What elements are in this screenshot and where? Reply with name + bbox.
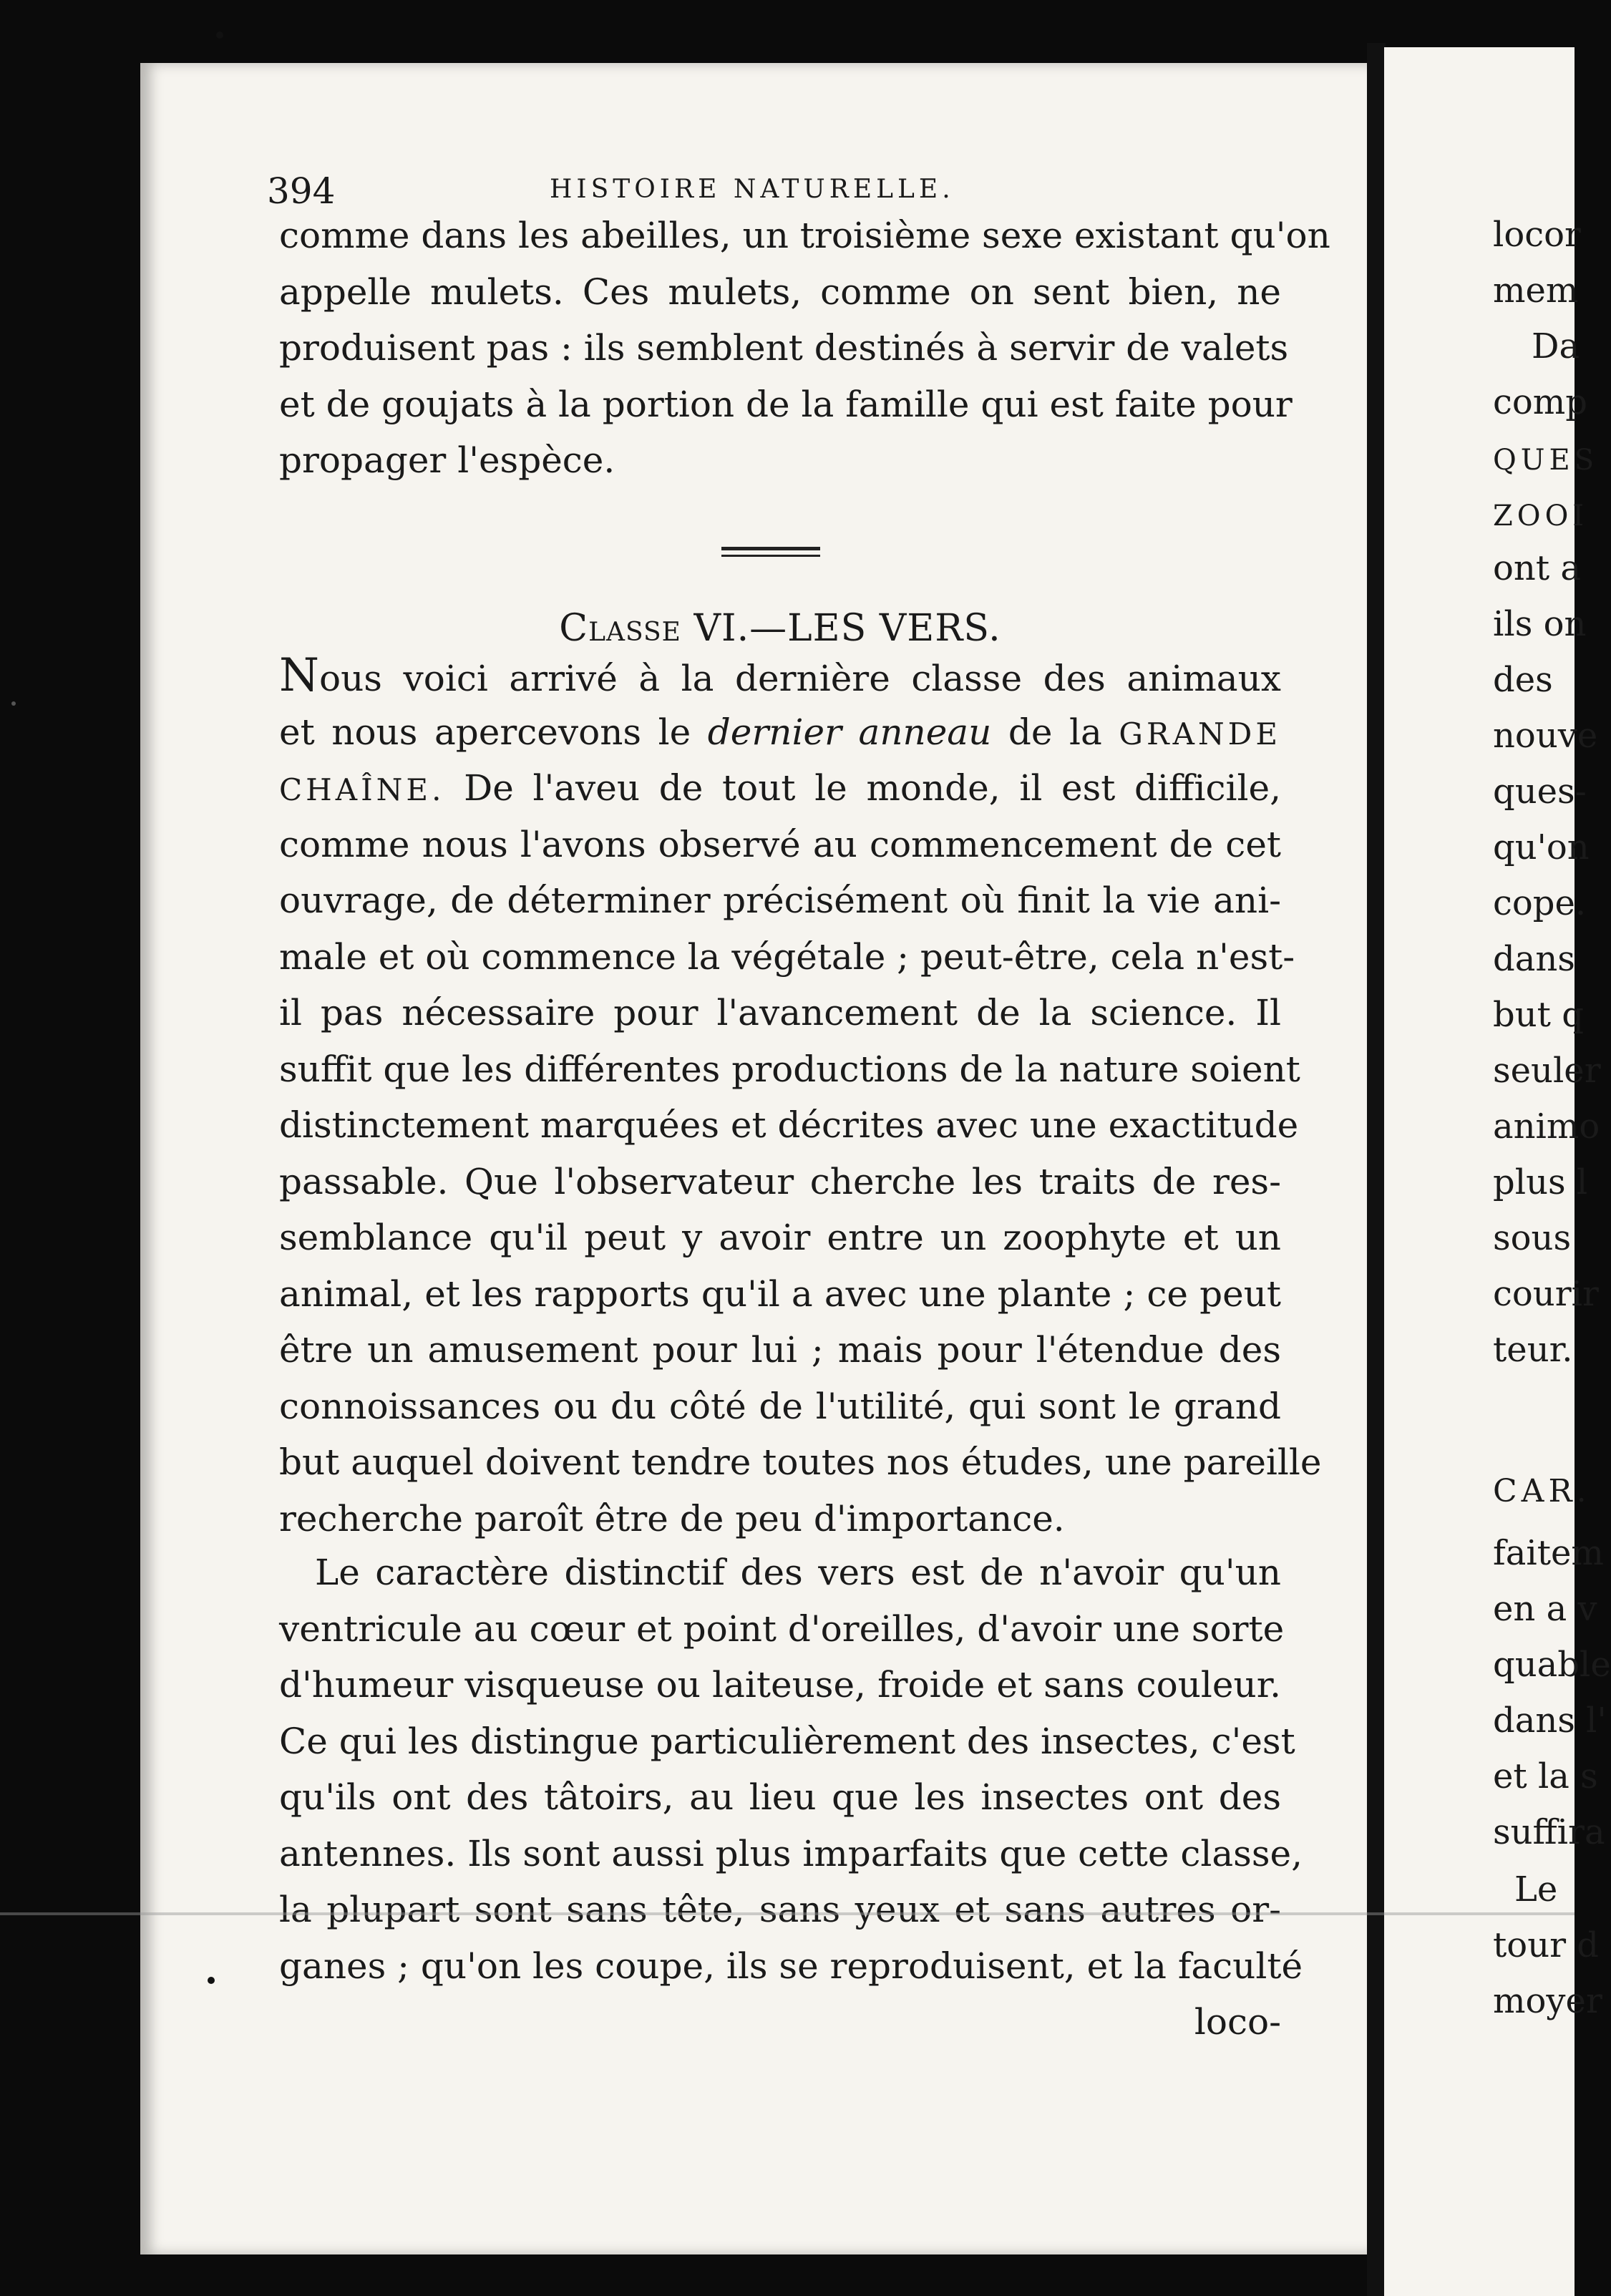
- right-page-fragment: et la s: [1493, 1756, 1598, 1796]
- right-page-fragment: en a v: [1493, 1589, 1597, 1629]
- right-page-fragment: locor: [1493, 215, 1581, 255]
- right-page-fragment: ques-: [1493, 772, 1587, 812]
- right-page-fragment: ils on: [1493, 604, 1587, 644]
- right-page-fragment: qu'on: [1493, 827, 1590, 867]
- text-line: ganes ; qu'on les coupe, ils se reproduisent, et la faculté: [279, 1945, 1303, 1987]
- text-line: comme nous l'avons observé au commencement de cet: [279, 823, 1281, 865]
- right-page-fragment: CAR.: [1493, 1473, 1591, 1509]
- scan-speck: [208, 1977, 215, 1984]
- text-line: [279, 648, 1281, 704]
- rule-line-thin: [721, 555, 820, 557]
- right-page-fragment: tour d: [1493, 1925, 1600, 1965]
- text-line: ouvrage, de déterminer précisément où finit la vie ani-: [279, 880, 1281, 921]
- text-line: distinctement marquées et décrites avec une exactitude: [279, 1104, 1299, 1146]
- text-line: Ce qui les distingue particulièrement des insectes, c'est: [279, 1720, 1295, 1762]
- text-line: but auquel doivent tendre toutes nos études, une pareille: [279, 1441, 1322, 1483]
- right-page-fragment: quable: [1493, 1645, 1611, 1685]
- text-fragment: de la: [991, 711, 1119, 753]
- heading-prefix: Classe: [559, 607, 681, 650]
- text-line: passable. Que l'observateur cherche les traits de res-: [279, 1160, 1281, 1202]
- right-page-fragment: faitem: [1493, 1533, 1604, 1573]
- scan-speck: [216, 31, 223, 39]
- right-page-fragment: ont a: [1493, 548, 1581, 588]
- right-page-fragment: nouve: [1493, 716, 1598, 756]
- right-page-fragment: dans l': [1493, 1701, 1607, 1741]
- right-page-fragment: courir: [1493, 1274, 1599, 1314]
- right-page-fragment: seuler: [1493, 1051, 1601, 1091]
- text-line: [279, 704, 1281, 761]
- italic-phrase: dernier anneau: [707, 711, 992, 753]
- text-line: produisent pas : ils semblent destinés à servir de valets: [279, 327, 1289, 369]
- text-fragment: De l'aveu de tout le monde, il est difficile,: [444, 767, 1281, 809]
- right-page-fragment: animo: [1493, 1106, 1600, 1147]
- catchword: loco-: [1194, 2001, 1281, 2043]
- initial-letter: N: [279, 649, 319, 702]
- right-page-fragment: des: [1493, 660, 1553, 700]
- text-line: appelle mulets. Ces mulets, comme on sent bien, ne: [279, 271, 1281, 313]
- text-line: recherche paroît être de peu d'importance.: [279, 1497, 1065, 1539]
- heading-title: VI.—LES VERS.: [681, 607, 1001, 650]
- right-page-fragment: dans: [1493, 939, 1575, 979]
- right-page-fragment: cope.: [1493, 883, 1587, 923]
- paragraph-1: [279, 208, 1330, 489]
- right-page-fragment: sous: [1493, 1218, 1572, 1258]
- text-line: d'humeur visqueuse ou laiteuse, froide et sans couleur.: [279, 1664, 1281, 1706]
- text-line: ventricule au cœur et point d'oreilles, d'avoir une sorte: [279, 1607, 1285, 1650]
- text-line: Le caractère distinctif des vers est de n'avoir qu'un: [315, 1552, 1281, 1593]
- scan-speck: [11, 701, 16, 706]
- text-line: suffit que les différentes productions de la nature soient: [279, 1048, 1300, 1090]
- right-page-fragment: Le: [1514, 1869, 1558, 1910]
- text-line: [279, 760, 1281, 817]
- small-caps-word: GRANDE: [1119, 716, 1281, 751]
- right-page-fragment: but q: [1493, 995, 1584, 1035]
- section-rule: [721, 547, 820, 563]
- text-line: comme dans les abeilles, un troisième sexe existant qu'on: [279, 215, 1330, 256]
- text-line: la plupart sont sans tête, sans yeux et sans autres or-: [279, 1889, 1281, 1930]
- running-head: HISTOIRE NATURELLE.: [550, 175, 955, 204]
- right-page-fragment: suffira: [1493, 1812, 1605, 1852]
- book-gutter: [1367, 43, 1386, 2296]
- text-line: antennes. Ils sont aussi plus imparfaits que cette classe,: [279, 1832, 1303, 1874]
- right-page-fragment: teur.: [1493, 1330, 1573, 1370]
- section-heading: [279, 607, 1281, 650]
- right-page-fragment: plus l: [1493, 1162, 1588, 1202]
- text-line: propager l'espèce.: [279, 439, 615, 481]
- right-page-fragment: ZOOI: [1493, 500, 1589, 532]
- text-line: semblance qu'il peut y avoir entre un zoophyte et un: [279, 1217, 1281, 1258]
- small-caps-word: CHAÎNE.: [279, 772, 445, 807]
- paragraph-3: [279, 1545, 1303, 2051]
- text-line: connoissances ou du côté de l'utilité, qui sont le grand: [279, 1385, 1281, 1427]
- right-page-fragment: QUES: [1493, 444, 1599, 477]
- right-page-fragment: moyer: [1493, 1981, 1602, 2021]
- text-line: animal, et les rapports qu'il a avec une plante ; ce peut: [279, 1273, 1281, 1315]
- text-line: et de goujats à la portion de la famille qui est faite pour: [279, 383, 1293, 425]
- text-line: il pas nécessaire pour l'avancement de la science. Il: [279, 992, 1281, 1033]
- text-fragment: ous voici arrivé à la dernière classe des animaux: [319, 658, 1281, 699]
- page-number: 394: [267, 170, 336, 212]
- right-page-fragment: Da: [1532, 326, 1580, 366]
- text-line: male et où commence la végétale ; peut-être, cela n'est-: [279, 935, 1295, 978]
- text-line: être un amusement pour lui ; mais pour l'étendue des: [279, 1329, 1281, 1371]
- paragraph-2: [279, 648, 1322, 1547]
- rule-line-thick: [721, 547, 820, 550]
- text-line: qu'ils ont des tâtoirs, au lieu que les insectes ont des: [279, 1776, 1281, 1818]
- right-page-fragment: comp: [1493, 382, 1588, 422]
- text-fragment: et nous apercevons le: [279, 711, 708, 753]
- right-page-fragment: mem: [1493, 271, 1579, 311]
- scan-artifact-line: [0, 1912, 1575, 1915]
